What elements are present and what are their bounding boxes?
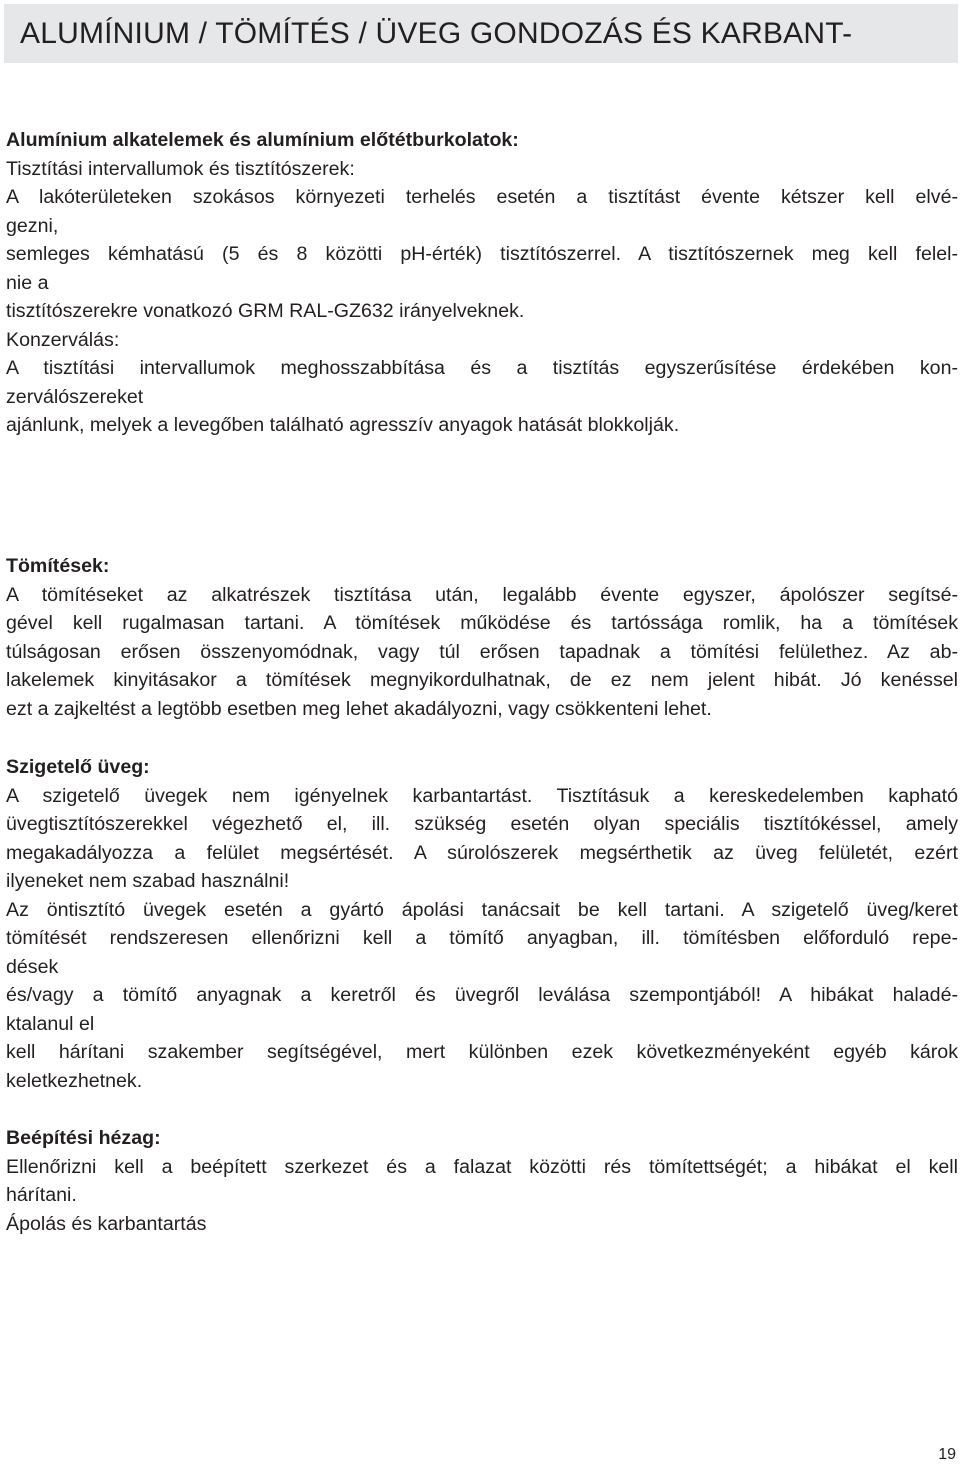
text-line: Ápolás és karbantartás bbox=[6, 1212, 207, 1235]
text-line: és/vagy a tömítő anyagnak a keretről és üvegről leválása szempontjából! A hibákat haladé- bbox=[6, 984, 958, 1006]
text-line: nie a bbox=[6, 271, 49, 294]
text-line: Az öntisztító üvegek esetén a gyártó ápolási tanácsait be kell tartani. A szigetelő üveg/keret bbox=[6, 898, 958, 921]
section-heading: Tömítések: bbox=[6, 555, 110, 577]
text-line: lakelemek kinyitásakor a tömítések megnyikordulhatnak, de ez nem jelent hibát. Jó kenéssel bbox=[6, 669, 958, 691]
section-joint bbox=[6, 1124, 958, 1238]
text-line: gével kell rugalmasan tartani. A tömítések működése és tartóssága romlik, ha a tömítések bbox=[6, 612, 958, 634]
text-line: dések bbox=[6, 955, 59, 978]
text-line: keletkezhetnek. bbox=[6, 1069, 143, 1092]
section-gaskets bbox=[6, 552, 958, 723]
page-header bbox=[4, 4, 958, 63]
section-heading: Alumínium alkatelemek és alumínium előtétburkolatok: bbox=[6, 129, 519, 151]
text-line: hárítani. bbox=[6, 1184, 77, 1206]
text-line: ktalanul el bbox=[6, 1012, 95, 1035]
section-heading: Beépítési hézag: bbox=[6, 1127, 161, 1149]
text-line: Konzerválás: bbox=[6, 328, 120, 351]
text-line: A tisztítási intervallumok meghosszabbítása és a tisztítás egyszerűsítése érdekében kon- bbox=[6, 357, 958, 379]
text-line: ilyeneket nem szabad használni! bbox=[6, 870, 290, 892]
text-line: Tisztítási intervallumok és tisztítószerek: bbox=[6, 157, 355, 180]
text-line: A tömítéseket az alkatrészek tisztítása után, legalább évente egyszer, ápolószer segítsé- bbox=[6, 583, 958, 606]
section-aluminium bbox=[6, 126, 958, 440]
text-line: túlságosan erősen összenyomódnak, vagy túl erősen tapadnak a tömítési felülethez. Az ab- bbox=[6, 640, 958, 663]
text-line: ezt a zajkeltést a legtöbb esetben meg lehet akadályozni, vagy csökkenteni lehet. bbox=[6, 697, 712, 720]
text-line: A szigetelő üvegek nem igényelnek karbantartást. Tisztításuk a kereskedelemben kapható bbox=[6, 784, 958, 807]
text-line: Ellenőrizni kell a beépített szerkezet és a falazat közötti rés tömítettségét; a hibákat el kell bbox=[6, 1155, 958, 1178]
text-line: kell hárítani szakember segítségével, mert különben ezek következményeként egyéb károk bbox=[6, 1041, 958, 1063]
section-glass bbox=[6, 753, 958, 1095]
text-line: gezni, bbox=[6, 214, 59, 237]
page-title: ALUMÍNIUM / TÖMÍTÉS / ÜVEG GONDOZÁS ÉS KARBANT- bbox=[20, 17, 853, 50]
text-line: tömítését rendszeresen ellenőrizni kell a tömítő anyagban, ill. tömítésben előforduló repe- bbox=[6, 927, 958, 949]
text-line: zerválószereket bbox=[6, 385, 144, 408]
text-line: tisztítószerekre vonatkozó GRM RAL-GZ632 irányelveknek. bbox=[6, 300, 525, 322]
text-line: üvegtisztítószerekkel végezhető el, ill. szükség esetén olyan speciális tisztítókéssel, amely bbox=[6, 813, 958, 835]
page-number: 19 bbox=[938, 1446, 956, 1463]
text-line: ajánlunk, melyek a levegőben található agresszív anyagok hatását blokkolják. bbox=[6, 414, 680, 436]
text-line: A lakóterületeken szokásos környezeti terhelés esetén a tisztítást évente kétszer kell elvé- bbox=[6, 186, 958, 208]
text-line: semleges kémhatású (5 és 8 közötti pH-érték) tisztítószerrel. A tisztítószernek meg kell felel- bbox=[6, 243, 958, 265]
text-line: megakadályozza a felület megsértését. A súrolószerek megsérthetik az üveg felületét, ezért bbox=[6, 841, 958, 864]
section-heading: Szigetelő üveg: bbox=[6, 756, 150, 778]
